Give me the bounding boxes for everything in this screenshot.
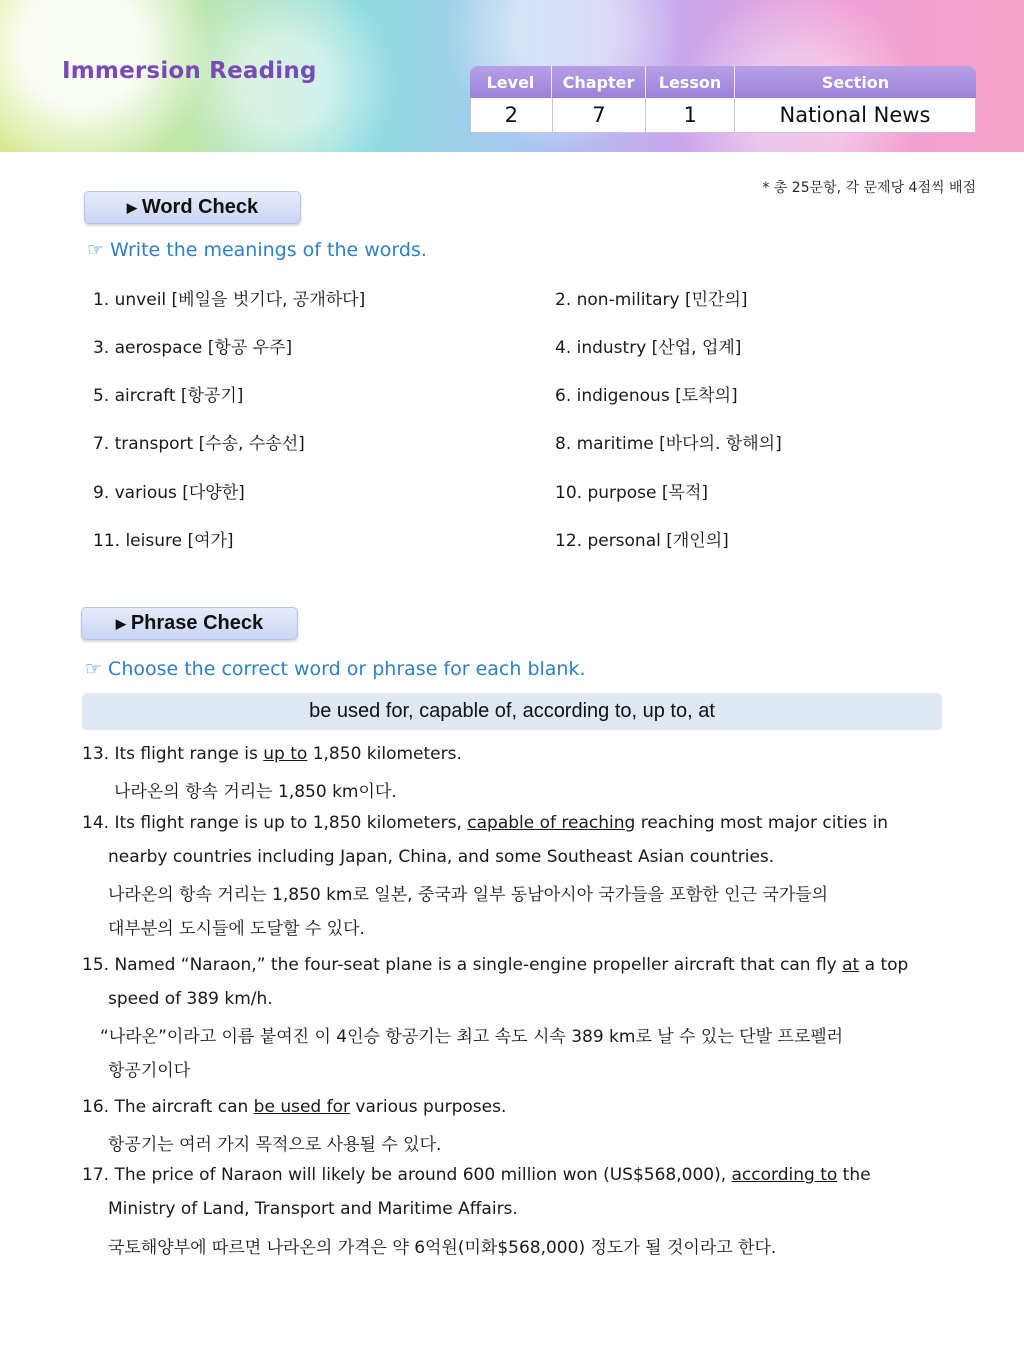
question-13-korean: 나라온의 항속 거리는 1,850 km이다. xyxy=(114,782,397,802)
question-15-korean-line2: 항공기이다 xyxy=(108,1061,191,1081)
phrase-check-instruction xyxy=(85,658,586,680)
question-13 xyxy=(82,744,462,764)
word-item: 6. indigenous [토착의] xyxy=(555,386,738,406)
question-17-korean: 국토해양부에 따르면 나라온의 가격은 약 6억원(미화$568,000) 정도가 될 것이라고 한다. xyxy=(108,1238,777,1258)
header-banner xyxy=(0,0,1024,152)
word-check-instruction-text: Write the meanings of the words. xyxy=(110,239,427,261)
answer-underlined: capable of reaching xyxy=(467,813,636,833)
question-15 xyxy=(82,955,908,975)
value-section: National News xyxy=(734,98,975,132)
col-level: Level xyxy=(486,72,535,92)
question-text: reaching most major cities in xyxy=(635,813,889,833)
word-item: 7. transport [수송, 수송선] xyxy=(93,434,305,454)
pointing-hand-icon: ☞ xyxy=(85,658,103,680)
answer-underlined: up to xyxy=(263,744,308,764)
word-item: 3. aerospace [항공 우주] xyxy=(93,338,293,358)
phrase-check-title: Phrase Check xyxy=(130,612,264,634)
word-item: 5. aircraft [항공기] xyxy=(93,386,244,406)
info-table-values xyxy=(470,98,976,133)
pointing-hand-icon: ☞ xyxy=(87,239,105,261)
phrase-check-heading xyxy=(81,607,298,640)
question-14 xyxy=(82,813,888,833)
value-level: 2 xyxy=(504,103,519,127)
answer-underlined: be used for xyxy=(253,1097,350,1117)
question-17 xyxy=(82,1165,871,1185)
word-check-heading xyxy=(84,191,301,224)
word-item: 10. purpose [목적] xyxy=(555,483,709,503)
col-chapter: Chapter xyxy=(551,66,645,98)
word-item: 9. various [다양한] xyxy=(93,483,245,503)
word-check-title: Word Check xyxy=(141,196,259,218)
question-text: 15. Named “Naraon,” the four-seat plane is a single-engine propeller aircraft that can fly xyxy=(82,955,843,975)
brand-title: Immersion Reading xyxy=(62,58,317,84)
phrase-check-instruction-text: Choose the correct word or phrase for each blank. xyxy=(108,658,586,680)
play-triangle-icon: ▶ xyxy=(115,615,126,631)
word-item: 2. non-military [민간의] xyxy=(555,290,748,310)
col-section: Section xyxy=(734,66,976,98)
question-text: 17. The price of Naraon will likely be around 600 million won (US$568,000), xyxy=(82,1165,732,1185)
word-item: 12. personal [개인의] xyxy=(555,531,729,551)
question-16 xyxy=(82,1097,506,1117)
question-15-korean: “나라온”이라고 이름 붙여진 이 4인승 항공기는 최고 속도 시속 389 km로 날 수 있는 단발 프로펠러 xyxy=(100,1027,844,1047)
question-text: 14. Its flight range is up to 1,850 kilometers, xyxy=(82,813,468,833)
question-text: various purposes. xyxy=(350,1097,507,1117)
word-item: 8. maritime [바다의. 항해의] xyxy=(555,434,782,454)
question-text: 1,850 kilometers. xyxy=(307,744,462,764)
word-item: 1. unveil [베일을 벗기다, 공개하다] xyxy=(93,290,366,310)
word-item: 11. leisure [여가] xyxy=(93,531,234,551)
value-lesson: 1 xyxy=(645,98,734,132)
answer-underlined: at xyxy=(842,955,860,975)
question-14-line2: nearby countries including Japan, China, and some Southeast Asian countries. xyxy=(108,847,775,867)
question-14-korean-line2: 대부분의 도시들에 도달할 수 있다. xyxy=(108,919,365,939)
info-table-header xyxy=(470,66,976,98)
word-bank: be used for, capable of, according to, up to, at xyxy=(82,693,942,730)
question-text: 16. The aircraft can xyxy=(82,1097,254,1117)
col-lesson: Lesson xyxy=(645,66,734,98)
question-text: 13. Its flight range is xyxy=(82,744,264,764)
question-14-korean: 나라온의 항속 거리는 1,850 km로 일본, 중국과 일부 동남아시아 국가들을 포함한 인근 국가들의 xyxy=(108,885,829,905)
question-text: the xyxy=(837,1165,871,1185)
answer-underlined: according to xyxy=(731,1165,838,1185)
question-17-line2: Ministry of Land, Transport and Maritime Affairs. xyxy=(108,1199,518,1219)
play-triangle-icon: ▶ xyxy=(126,199,137,215)
word-check-instruction xyxy=(87,239,427,261)
score-note: * 총 25문항, 각 문제당 4점씩 배점 xyxy=(762,180,976,196)
value-chapter: 7 xyxy=(552,98,646,132)
lesson-info-table xyxy=(470,66,976,133)
word-item: 4. industry [산업, 업계] xyxy=(555,338,742,358)
question-16-korean: 항공기는 여러 가지 목적으로 사용될 수 있다. xyxy=(108,1135,442,1155)
question-text: a top xyxy=(859,955,909,975)
question-15-line2: speed of 389 km/h. xyxy=(108,989,273,1009)
